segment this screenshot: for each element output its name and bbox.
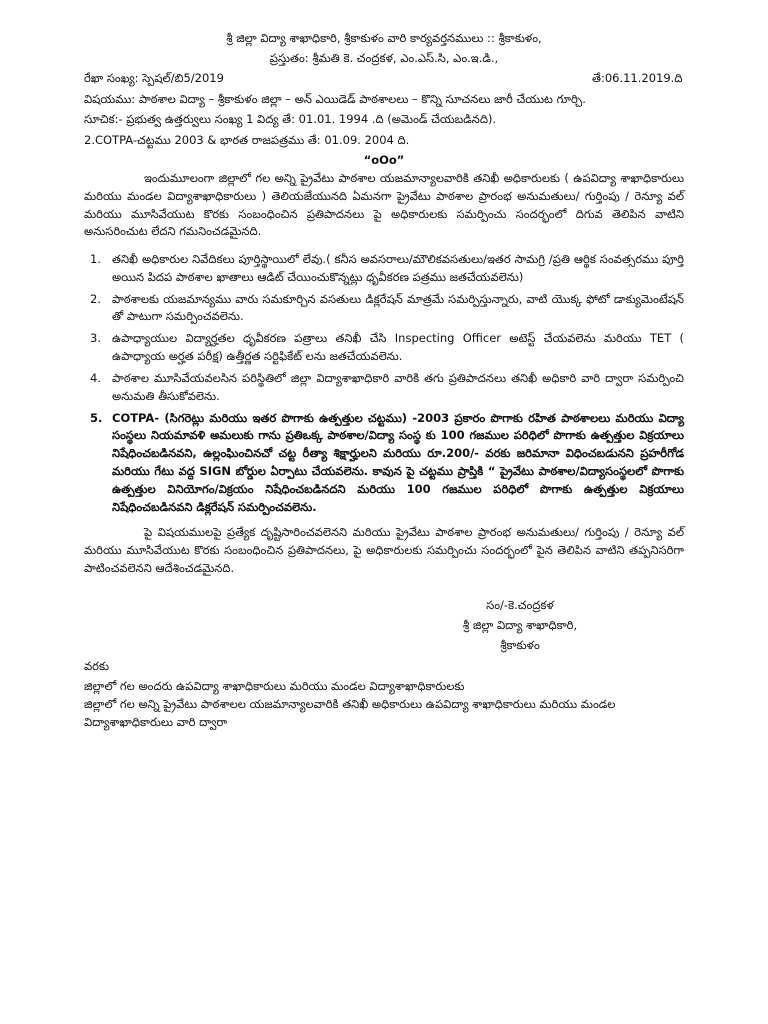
list-item-text: ఉపాధ్యాయుల విద్యార్హతల ధృవీకరణ పత్రాలు తనిఖీ చేసి Inspecting Officer అటెస్ట్ చేయవలెను మరియు TET ( ఉపాధ్యాయ అర్హత పరీక్ష) ఉత్తీర్ణత సర్టిఫికేట్ లను జతచేయవలెను. xyxy=(112,331,684,364)
recipient-line: జిల్లాలో గల అన్ని ప్రైవేటు పాఠశాలల యజమాన్యాలవారికి తనిఖీ అధికారులు ఉపవిద్యా శాఖాధికారులు మరియు మండల విద్యాశాఖాధికారులు వారి ద్వారా xyxy=(84,697,616,729)
list-item xyxy=(84,330,684,366)
officer-name-line: ప్రస్తుతం: శ్రీమతి కె. చంద్రకళ, ఎం.ఎస్.సి, ఎం.ఇ.డి., xyxy=(269,51,499,65)
list-item-number: 2. xyxy=(90,291,101,306)
reference-number: రేఖా సంఖ్య: స్పెషల్/బి5/2019 xyxy=(84,71,224,85)
list-item-text: పాఠశాల మూసివేయవలసిన పరిస్థితిలో జిల్లా విద్యాశాఖాధికారి వారికి తగు ప్రతిపాదనలు తనిఖీ అధికారి వారి ద్వారా సమర్పించి అనుమతి తీసుకోవలెను. xyxy=(112,370,684,403)
recipients-label: వరకు xyxy=(84,659,109,673)
section-divider: “oOo” xyxy=(363,153,405,167)
list-item-text: COTPA- (సిగరెట్లు మరియు ఇతర పొగాకు ఉత్పత్తుల చట్టము) -2003 ప్రకారం పొగాకు రహిత పాఠశాలలు మరియు విద్యా సంస్థలు నియమావళి అమలుకు గాను ప్రతిఒక్క పాఠశాల/విద్యా సంస్థ కు 100 గజముల పరిధిలో పొగాకు ఉత్పత్తుల విక్రయాలు నిషేధించబడినవని, ఉల్లంఘించినచో చట్ట రీత్యా శిక్షార్హులని మరియు రూ.200/- వరకు జరిమానా విధించబడునని ప్రహరీగోడ మరియు గేటు వద్ద SIGN బోర్డుల ఏర్పాటు చేయవలెను. కావున పై చట్టము ప్రాప్తికి “ ప్రైవేటు పాఠశాల/విద్యాసంస్థలలో పొగాకు ఉత్పత్తుల వినియోగం/విక్రయం నిషేధించబడినదని మరియు 100 గజముల పరిధిలో పొగాకు ఉత్పత్తుల విక్రయాలు నిషేధించబడినవని డిక్లరేషన్ సమర్పించవలెను. xyxy=(112,410,684,514)
list-item xyxy=(84,251,684,287)
list-item-number: 1. xyxy=(90,252,101,266)
closing-paragraph: పై విషయములపై ప్రత్యేక దృష్టిసారించవలెనని మరియు ప్రైవేటు పాఠశాల ప్రారంభ అనుమతులు/ గుర్తింపు / రెన్యూ వల్ మరియు మూసివేయుట కొరకు సంబంధించిన ప్రతిపాదనలు, పై అధికారులకు సమర్పించు సందర్భంలో పైన తెలిపిన వాటిని తప్పనిసరిగా పాటించవలెనని ఆదేశించడమైనది. xyxy=(84,525,684,575)
subject-line: విషయము: పాఠశాల విద్యా – శ్రీకాకుళం జిల్లా – అన్ ఎయిడెడ్ పాఠశాలలు – కొన్ని సూచనలు జారీ చేయుట గూర్చి. xyxy=(84,92,586,106)
intro-paragraph: ఇందుమూలంగా జిల్లాలో గల అన్ని ప్రైవేటు పాఠశాల యజమాన్యాలవారికి తనిఖీ అధికారులకు ( ఉపవిద్యా శాఖాధికారులు మరియు మండల విద్యాశాఖాధికారులు ) తెలియజేయునది ఏమనగా ప్రైవేటు పాఠశాల ప్రారంభ అనుమతులు/ గుర్తింపు / రెన్యూ వల్ మరియు మూసివేయుట కొరకు సంబంధించిన ప్రతిపాదనలు పై అధికారులకు సమర్పించు సందర్భంలో దిగువ తెలిపిన వాటిని అనుసరించుట లేదని గమనించడమైనది. xyxy=(84,171,684,239)
signature-designation: శ్రీ జిల్లా విద్యా శాఖాధికారి, xyxy=(462,618,578,632)
list-item xyxy=(84,410,684,517)
letter-date: తే:06.11.2019.ది xyxy=(592,71,683,85)
list-item-number: 4. xyxy=(90,370,101,385)
office-header: శ్రీ జిల్లా విద్యా శాఖాధికారి, శ్రీకాకుళం వారి కార్యవర్తనములు :: శ్రీకాకుళం, xyxy=(226,31,542,45)
reference-line-2: 2.COTPA-చట్టము 2003 & భారత రాజపత్రము తే: 01.09. 2004 ది. xyxy=(84,133,410,147)
list-item-number: 5. xyxy=(90,410,103,425)
signature-place: శ్రీకాకుళం xyxy=(500,638,540,652)
recipient-line: జిల్లాలో గల అందరు ఉపవిద్యా శాఖాధికారులు మరియు మండల విద్యాశాఖాధికారులకు xyxy=(84,679,465,693)
list-item-text: పాఠశాలకు యజమాన్యము వారు సమకూర్చిన వసతులు డిక్లరేషన్ మాత్రమే సమర్పిస్తున్నారు, వాటి యొక్క ఫోటో డాక్యుమెంటేషన్ తో పాటుగా సమర్పించవలెను. xyxy=(112,291,684,324)
list-item xyxy=(84,291,684,327)
list-item xyxy=(84,370,684,406)
reference-line-1: సూచిక:- ప్రభుత్వ ఉత్తర్వులు సంఖ్య 1 విద్య తే: 01.01. 1994 .ది (అమెండ్ చేయబడినది). xyxy=(84,112,497,126)
list-item-text: తనిఖీ అధికారుల నివేదికలు పూర్తిస్థాయిలో లేవు.( కనీస అవసరాలు/మౌలికవసతులు/ఇతర సామగ్రి /ప్రతి ఆర్థిక సంవత్సరము పూర్తి అయిన పిదప పాఠశాల ఖాతాలు ఆడిట్ చేయించుకొన్నట్లు ధృవీకరణ పత్రము జతచేయవలెను) xyxy=(112,252,684,284)
signature-name: సం/-కె.చంద్రకళ xyxy=(486,598,554,612)
instruction-list xyxy=(84,251,684,520)
list-item-number: 3. xyxy=(90,331,101,346)
